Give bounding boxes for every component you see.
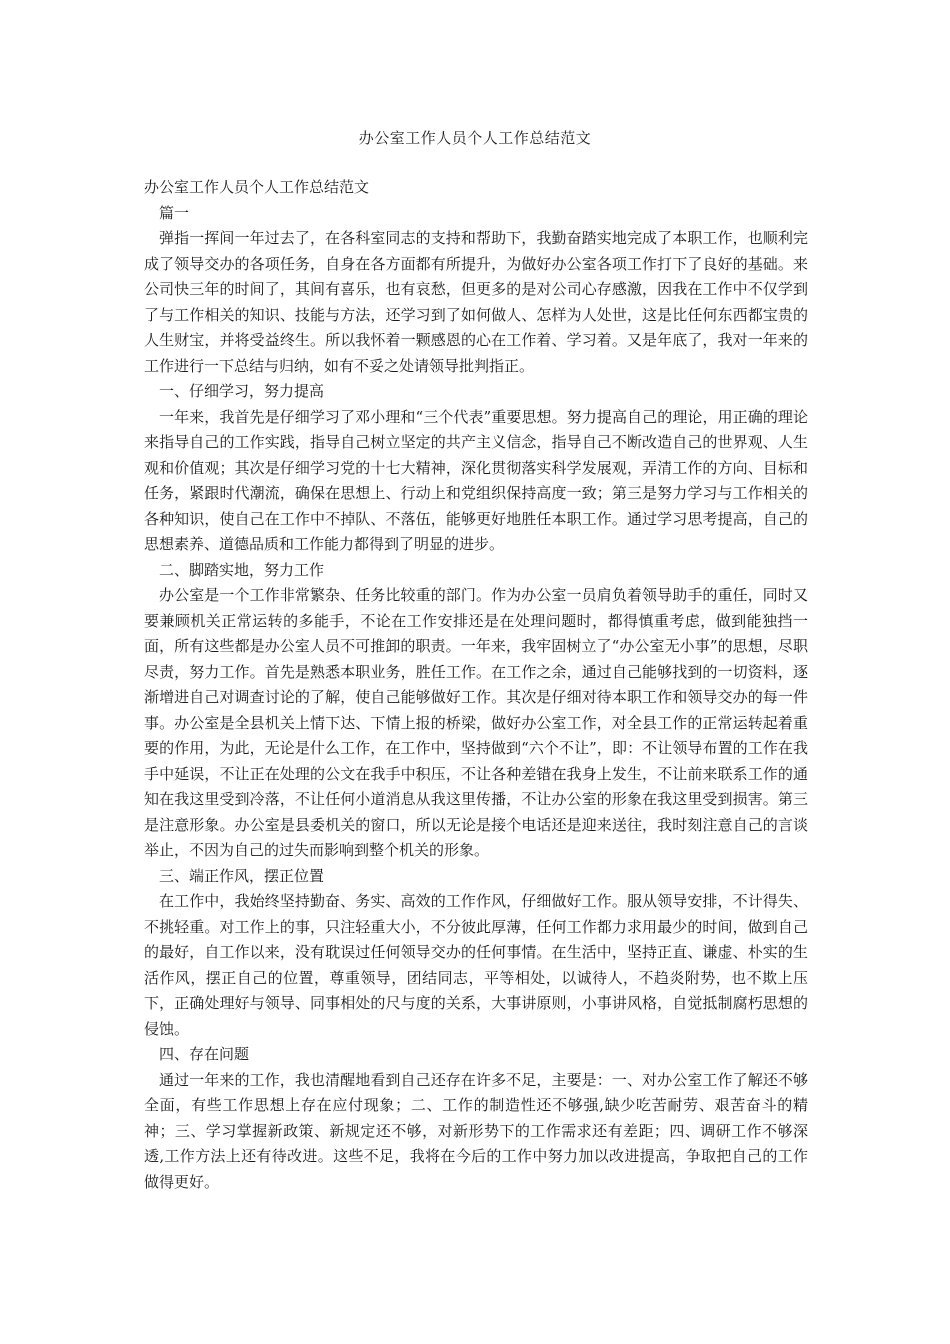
document-body xyxy=(144,175,808,1195)
part-label: 篇一 xyxy=(159,203,190,222)
document-title: 办公室工作人员个人工作总结范文 xyxy=(358,129,592,147)
section-paragraph: 在工作中，我始终坚持勤奋、务实、高效的工作作风，仔细做好工作。服从领导安排，不计得失、不挑轻重。对工作上的事，只注轻重大小，不分彼此厚薄，任何工作都力求用最少的时间，做到自己的最好，自工作以来，没有耽误过任何领导交办的任何事情。在生活中，坚持正直、谦虚、朴实的生活作风，摆正自己的位置，尊重领导，团结同志，平等相处，以诚待人，不趋炎附势，也不欺上压下，正确处理好与领导、同事相处的尺与度的关系，大事讲原则，小事讲风格，自觉抵制腐朽思想的侵蚀。 xyxy=(144,892,808,1038)
section-paragraph: 办公室是一个工作非常繁杂、任务比较重的部门。作为办公室一员肩负着领导助手的重任，同时又要兼顾机关正常运转的多能手，不论在工作安排还是在处理问题时，都得慎重考虑，做到能独挡一面，所有这些都是办公室人员不可推卸的职责。一年来，我牢固树立了“办公室无小事”的思想，尽职尽责，努力工作。首先是熟悉本职业务，胜任工作。在工作之余，通过自己能够找到的一切资料，逐渐增进自己对调查讨论的了解，使自己能够做好工作。其次是仔细对待本职工作和领导交办的每一件事。办公室是全县机关上情下达、下情上报的桥梁，做好办公室工作，对全县工作的正常运转起着重要的作用，为此，无论是什么工作，在工作中，坚持做到“六个不让”，即：不让领导布置的工作在我手中延误，不让正在处理的公文在我手中积压，不让各种差错在我身上发生，不让前来联系工作的通知在我这里受到冷落，不让任何小道消息从我这里传播，不让办公室的形象在我这里受到损害。第三是注意形象。办公室是县委机关的窗口，所以无论是接个电话还是迎来送往，我时刻注意自己的言谈举止，不因为自己的过失而影响到整个机关的形象。 xyxy=(144,586,808,859)
intro-paragraph: 弹指一挥间一年过去了，在各科室同志的支持和帮助下，我勤奋踏实地完成了本职工作，也顺利完成了领导交办的各项任务，自身在各方面都有所提升，为做好办公室各项工作打下了良好的基础。来公司快三年的时间了，其间有喜乐，也有哀愁，但更多的是对公司心存感激，因我在工作中不仅学到了与工作相关的知识、技能与方法，还学习到了如何做人、怎样为人处世，这是比任何东西都宝贵的人生财宝，并将受益终生。所以我怀着一颗感恩的心在工作着、学习着。又是年底了，我对一年来的工作进行一下总结与归纳，如有不妥之处请领导批判指正。 xyxy=(144,229,808,375)
section-heading: 二、脚踏实地，努力工作 xyxy=(159,560,325,579)
section-paragraph: 一年来，我首先是仔细学习了邓小理和“三个代表”重要思想。努力提高自己的理论，用正确的理论来指导自己的工作实践，指导自己树立坚定的共产主义信念，指导自己不断改造自己的世界观、人生观和价值观；其次是仔细学习党的十七大精神，深化贯彻落实科学发展观，弄清工作的方向、目标和任务，紧跟时代潮流，确保在思想上、行动上和党组织保持高度一致；第三是努力学习与工作相关的各种知识，使自己在工作中不掉队、不落伍，能够更好地胜任本职工作。通过学习思考提高，自己的思想素养、道德品质和工作能力都得到了明显的进步。 xyxy=(144,407,808,553)
document-subtitle: 办公室工作人员个人工作总结范文 xyxy=(144,178,370,196)
section-paragraph: 通过一年来的工作，我也清醒地看到自己还存在许多不足，主要是：一、对办公室工作了解还不够全面，有些工作思想上存在应付现象；二、工作的制造性还不够强,缺少吃苦耐劳、艰苦奋斗的精神；三、学习掌握新政策、新规定还不够，对新形势下的工作需求还有差距；四、调研工作不够深透,工作方法上还有待改进。这些不足，我将在今后的工作中努力加以改进提高，争取把自己的工作做得更好。 xyxy=(144,1070,808,1191)
section-heading: 三、端正作风，摆正位置 xyxy=(159,866,325,885)
section-heading: 一、仔细学习，努力提高 xyxy=(159,382,325,400)
section-heading: 四、存在问题 xyxy=(159,1045,250,1063)
